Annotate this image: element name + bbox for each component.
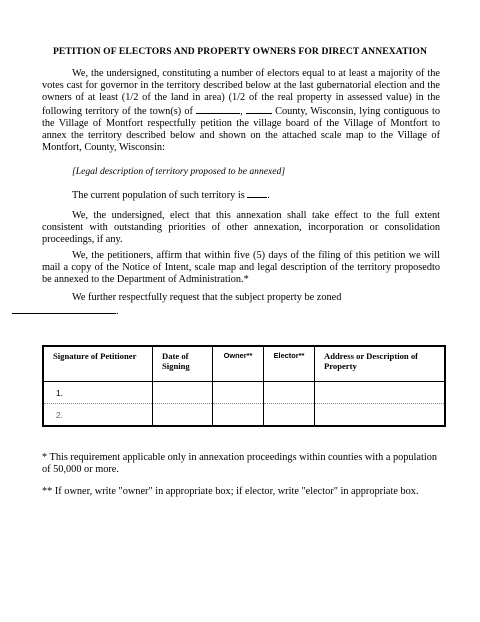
owner-cell[interactable] bbox=[213, 382, 264, 404]
paragraph-zoning: We further respectfully request that the subject property be zoned . bbox=[42, 292, 440, 318]
zoning-blank[interactable] bbox=[12, 304, 116, 314]
population-line: The current population of such territory is . bbox=[72, 190, 270, 201]
table-header-row bbox=[43, 346, 445, 382]
paragraph-petition: We, the undersigned, constituting a number of electors equal to at least a majority of the votes cast for governor in the territory described below at the last gubernatorial election and the owners of at least (1/2 of the land in area) (1/2 of the real property in assessed value) in the following territory of the town(s) of , County, Wisconsin, lying contiguous to the Village of Montfort respectfully petition the village board of the Village of Montfort to annex the territory described below and shown on the attached scale map to the Village of Montfort, County, Wisconsin: bbox=[42, 68, 440, 153]
owner-cell[interactable] bbox=[213, 404, 264, 427]
population-blank[interactable] bbox=[247, 188, 267, 198]
header-elector: Elector** bbox=[264, 346, 315, 382]
header-signature: Signature of Petitioner bbox=[43, 346, 153, 382]
population-text: The current population of such territory is bbox=[72, 190, 245, 201]
header-owner: Owner** bbox=[213, 346, 264, 382]
date-cell[interactable] bbox=[153, 382, 213, 404]
paragraph-effect: We, the undersigned, elect that this annexation shall take effect to the full extent consistent with outstanding priorities of other annexation, incorporation or consolidation proceedings, if any. bbox=[42, 210, 440, 245]
signature-table bbox=[42, 345, 446, 427]
elector-cell[interactable] bbox=[264, 404, 315, 427]
paragraph-affirm: We, the petitioners, affirm that within five (5) days of the filing of this petition we will mail a copy of the Notice of Intent, scale map and legal description of the territory proposedto be annexed to the Department of Administration.* bbox=[42, 250, 440, 285]
petition-text-part2: County, Wisconsin, lying contiguous to the Village of Montfort respectfully petition the village board of the Village of Montfort to annex the territory described below and shown on the attached scale map to the Village of Montfort, County, Wisconsin: bbox=[42, 106, 440, 153]
document-title: PETITION OF ELECTORS AND PROPERTY OWNERS FOR DIRECT ANNEXATION bbox=[52, 46, 428, 57]
header-date: Date of Signing bbox=[153, 346, 213, 382]
footnote-population: * This requirement applicable only in annexation proceedings within counties with a population of 50,000 or more. bbox=[42, 452, 438, 475]
town-blank[interactable] bbox=[196, 104, 240, 114]
row-number: 1. bbox=[43, 382, 153, 404]
row-number: 2. bbox=[43, 404, 153, 427]
county-blank[interactable] bbox=[246, 104, 272, 114]
date-cell[interactable] bbox=[153, 404, 213, 427]
petition-text-part1: We, the undersigned, constituting a number of electors equal to at least a majority of the votes cast for governor in the territory described below at the last gubernatorial election and the owners of at least (1/2 of the land in area) (1/2 of the real property in assessed value) in the following territory of the town(s) of bbox=[42, 68, 440, 117]
table-row bbox=[43, 382, 445, 404]
header-address: Address or Description of Property bbox=[324, 351, 418, 371]
address-cell[interactable] bbox=[315, 382, 446, 404]
legal-description: [Legal description of territory proposed to be annexed] bbox=[72, 166, 286, 177]
footnote-owner-elector: ** If owner, write "owner" in appropriate box; if elector, write "elector" in appropriate box. bbox=[42, 486, 419, 497]
table-row bbox=[43, 404, 445, 427]
address-cell[interactable] bbox=[315, 404, 446, 427]
elector-cell[interactable] bbox=[264, 382, 315, 404]
zoning-text: We further respectfully request that the subject property be zoned bbox=[72, 292, 342, 303]
